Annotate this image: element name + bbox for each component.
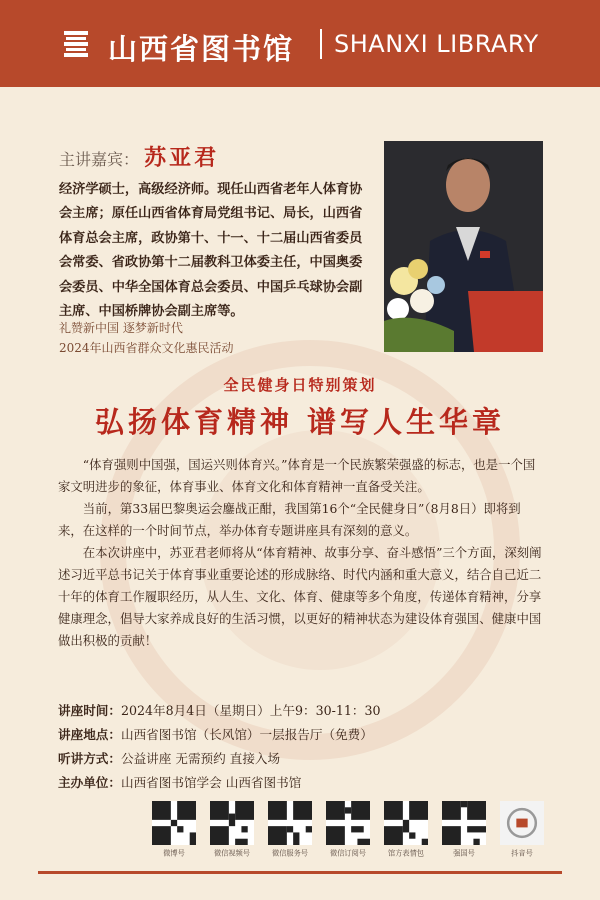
footer-divider <box>38 871 562 874</box>
qr-wechat-service[interactable] <box>268 801 312 859</box>
bio-line: 会常委、省政协第十二届教科卫体委主任，中国奥委 <box>59 255 363 271</box>
speaker-name: 苏亚君 <box>144 145 220 171</box>
speaker-photo-illustration <box>384 141 543 352</box>
qr-label: 微博号 <box>163 849 185 858</box>
qr-douyin[interactable] <box>500 801 544 859</box>
info-location <box>58 723 381 747</box>
qr-wechat-subscription[interactable] <box>326 801 370 859</box>
info-time <box>58 699 381 723</box>
qr-label: 微信服务号 <box>272 849 308 858</box>
qr-xuexi-qiangguo[interactable] <box>442 801 486 859</box>
description-paragraph-1: “体育强则中国强，国运兴则体育兴。”体育是一个民族繁荣强盛的标志，也是一个国家文明进步的象征，体育事业、体育文化和体育精神一直备受关注。 <box>58 457 536 494</box>
speaker-bio <box>59 178 373 324</box>
speaker-heading <box>59 141 219 172</box>
qr-stickers[interactable] <box>384 801 428 859</box>
library-logo-icon <box>64 29 88 59</box>
bio-line: 经济学硕士，高级经济师。现任山西省老年人体育协 <box>59 182 363 197</box>
header-banner <box>0 0 600 87</box>
qr-weibo[interactable] <box>152 801 196 859</box>
qr-code-icon <box>210 801 254 845</box>
header-divider <box>320 29 322 59</box>
qr-label: 抖音号 <box>511 849 533 858</box>
event-subtitle: 全民健身日特别策划 <box>223 376 377 394</box>
qr-code-icon <box>152 801 196 845</box>
bio-line: 体育总会主席，政协第十、十一、十二届山西省委员 <box>59 230 363 246</box>
info-label: 主办单位： <box>58 775 121 790</box>
library-name-cn: 山西省图书馆 <box>108 32 295 66</box>
qr-label: 强国号 <box>453 849 475 858</box>
qr-label: 微信视频号 <box>214 849 250 858</box>
qr-label: 微信订阅号 <box>330 849 366 858</box>
slogan-line-2: 2024年山西省群众文化惠民活动 <box>59 341 234 355</box>
description-paragraph-3: 在本次讲座中，苏亚君老师将从“体育精神、故事分享、奋斗感悟”三个方面，深刻阐述习近平总书记关于体育事业重要论述的形成脉络、时代内涵和重大意义，结合自己近二十年的体育工作履职经历，从人生、文化、体育、健康等多个角度，传递体育精神，分享健康理念，倡导大家养成良好的生活习惯，以更好的精神状态为建设体育强国、健康中国做出积极的贡献！ <box>58 545 542 648</box>
info-value: 公益讲座 无需预约 直接入场 <box>120 751 281 766</box>
event-title: 弘扬体育精神 谱写人生华章 <box>94 405 506 439</box>
speaker-label: 主讲嘉宾： <box>59 150 140 169</box>
info-label: 讲座时间： <box>58 703 121 718</box>
info-organizer <box>58 771 381 795</box>
info-attendance <box>58 747 381 771</box>
qr-wechat-video[interactable] <box>210 801 254 859</box>
speaker-photo <box>384 141 543 352</box>
info-value: 山西省图书馆（长风馆）一层报告厅（免费） <box>120 727 373 742</box>
event-description <box>58 454 542 652</box>
description-paragraph-2: 当前，第33届巴黎奥运会鏖战正酣，我国第16个“全民健身日”（8月8日）即将到来，在这样的一个时间节点，举办体育专题讲座具有深刻的意义。 <box>58 501 521 538</box>
library-name-en: SHANXI LIBRARY <box>334 30 539 58</box>
qr-label: 馆方表情包 <box>388 849 424 858</box>
bio-line: 主席、中国桥牌协会副主席等。 <box>59 304 244 320</box>
info-label: 听讲方式： <box>58 751 121 766</box>
bio-line: 会主席；原任山西省体育局党组书记、局长，山西省 <box>59 206 363 222</box>
info-value: 山西省图书馆学会 山西省图书馆 <box>120 775 302 790</box>
slogan-line-1: 礼赞新中国 逐梦新时代 <box>59 321 183 335</box>
qr-code-icon <box>500 801 544 845</box>
bio-line: 会委员、中华全国体育总会委员、中国乒乓球协会副 <box>59 279 363 295</box>
info-value: 2024年8月4日（星期日）上午9：30-11：30 <box>120 703 381 718</box>
qr-code-icon <box>384 801 428 845</box>
qr-code-icon <box>326 801 370 845</box>
info-label: 讲座地点： <box>58 727 121 742</box>
qr-code-icon <box>442 801 486 845</box>
qr-code-icon <box>268 801 312 845</box>
event-info <box>58 699 381 795</box>
